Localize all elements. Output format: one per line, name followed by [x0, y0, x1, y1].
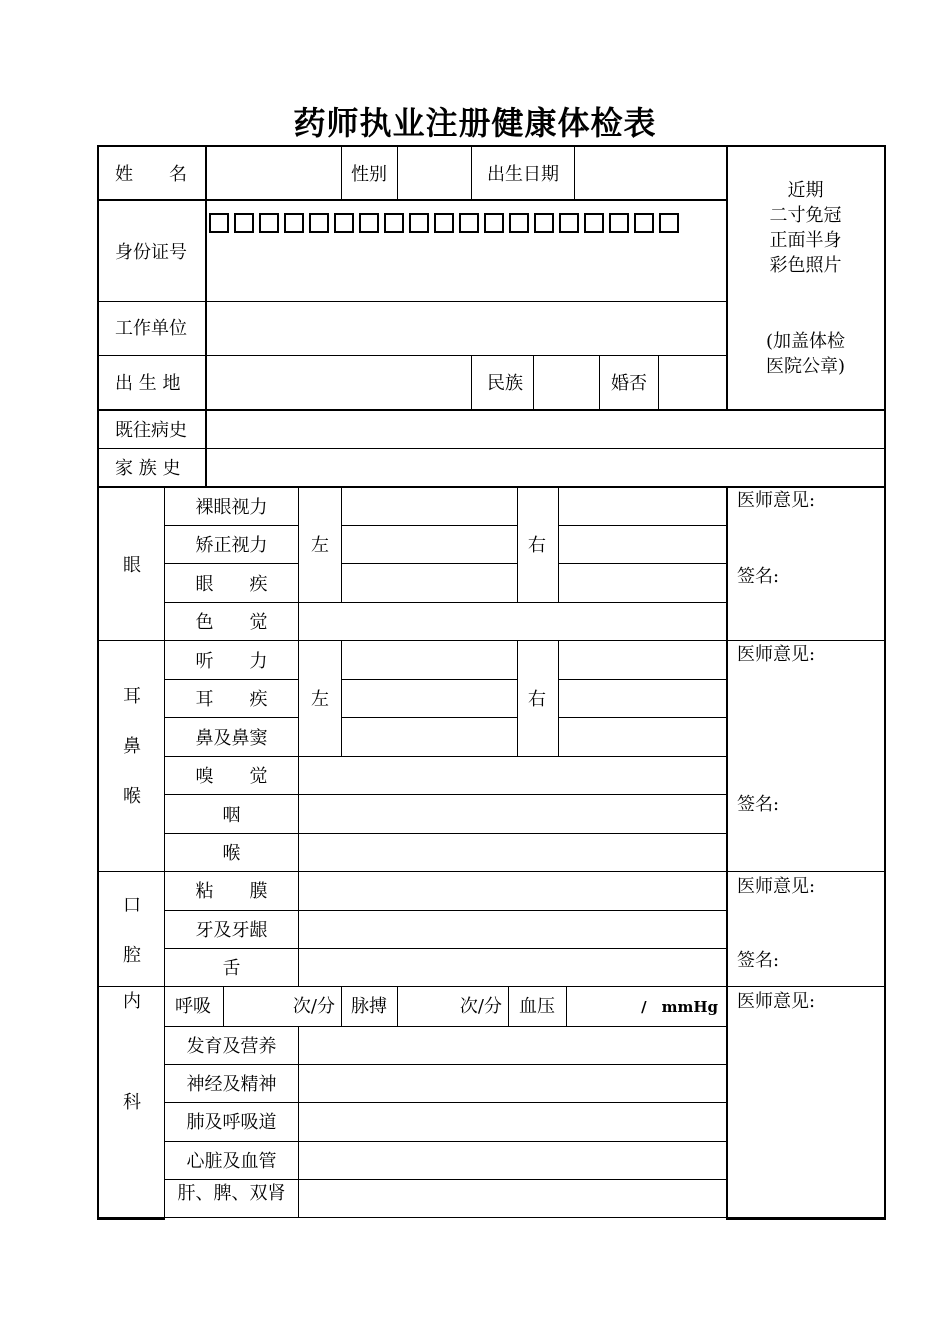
- id-digit-box[interactable]: [484, 213, 504, 233]
- name-field[interactable]: [208, 148, 340, 199]
- id-digit-box[interactable]: [459, 213, 479, 233]
- lung-respiratory-field[interactable]: [300, 1104, 725, 1140]
- tongue-field[interactable]: [300, 950, 725, 985]
- breath-label: 呼吸: [175, 996, 211, 1017]
- eye-disease-left-field[interactable]: [343, 565, 516, 601]
- hearing-left-field[interactable]: [343, 643, 516, 678]
- larynx-field[interactable]: [300, 835, 725, 870]
- marital-status-field[interactable]: [660, 357, 725, 408]
- medical-history-field[interactable]: [208, 412, 883, 447]
- id-digit-box[interactable]: [259, 213, 279, 233]
- eye-right-label: 右: [528, 535, 546, 556]
- work-unit-label: 工作单位: [115, 318, 187, 339]
- nerve-mental-field[interactable]: [300, 1066, 725, 1101]
- ear-disease-left-field[interactable]: [343, 681, 516, 716]
- ear-disease-right-field[interactable]: [560, 681, 725, 716]
- pharynx-label: 咽: [222, 805, 241, 826]
- development-nutrition-field[interactable]: [300, 1028, 725, 1063]
- id-digit-box[interactable]: [209, 213, 229, 233]
- ent-left-label: 左: [311, 689, 329, 710]
- family-history-label: 家 族 史: [115, 458, 181, 479]
- ethnicity-field[interactable]: [535, 357, 598, 408]
- id-digit-box[interactable]: [609, 213, 629, 233]
- corrected-vision-left-field[interactable]: [343, 527, 516, 562]
- oral-opinion-label: 医师意见:: [737, 876, 816, 897]
- id-digit-box[interactable]: [409, 213, 429, 233]
- ent-section-label-1: 耳: [123, 686, 141, 707]
- blood-pressure-field[interactable]: [568, 989, 648, 1025]
- photo-line-2: 二寸免冠: [769, 205, 842, 226]
- photo-line-1: 近期: [787, 180, 824, 201]
- color-vision-label: 色 觉: [195, 612, 268, 633]
- nose-sinus-right-field[interactable]: [560, 719, 725, 755]
- heart-vessel-field[interactable]: [300, 1143, 725, 1178]
- naked-vision-left-field[interactable]: [343, 489, 516, 524]
- larynx-label: 喉: [222, 843, 241, 864]
- ethnicity-label: 民族: [487, 373, 523, 394]
- oral-section-label-2: 腔: [123, 945, 141, 966]
- id-digit-box[interactable]: [434, 213, 454, 233]
- id-digit-box[interactable]: [534, 213, 554, 233]
- gender-field[interactable]: [399, 148, 470, 199]
- eye-disease-right-field[interactable]: [560, 565, 725, 601]
- eye-disease-label: 眼 疾: [195, 574, 268, 595]
- id-digit-box[interactable]: [309, 213, 329, 233]
- ent-opinion-label: 医师意见:: [737, 644, 816, 665]
- id-digit-box[interactable]: [334, 213, 354, 233]
- family-history-field[interactable]: [208, 450, 883, 485]
- id-digit-box[interactable]: [284, 213, 304, 233]
- breath-unit: 次/分: [292, 996, 335, 1017]
- teeth-gums-label: 牙及牙龈: [195, 920, 268, 941]
- nerve-mental-label: 神经及精神: [186, 1074, 277, 1095]
- form-title: 药师执业注册健康体检表: [293, 104, 657, 142]
- eye-signature-label: 签名:: [737, 566, 780, 587]
- id-digit-box[interactable]: [384, 213, 404, 233]
- internal-opinion-label: 医师意见:: [737, 991, 816, 1012]
- internal-section-label-1: 内: [123, 991, 141, 1012]
- lung-respiratory-label: 肺及呼吸道: [186, 1112, 277, 1133]
- ent-section-label-2: 鼻: [123, 736, 141, 757]
- development-nutrition-label: 发育及营养: [186, 1036, 277, 1057]
- work-unit-field[interactable]: [208, 303, 725, 354]
- id-digit-box[interactable]: [509, 213, 529, 233]
- marital-status-label: 婚否: [611, 373, 647, 394]
- heart-vessel-label: 心脏及血管: [186, 1151, 277, 1172]
- eye-opinion-field[interactable]: [729, 512, 883, 562]
- id-digit-box[interactable]: [634, 213, 654, 233]
- naked-vision-label: 裸眼视力: [195, 497, 268, 518]
- id-digit-box[interactable]: [234, 213, 254, 233]
- hearing-label: 听 力: [195, 651, 268, 672]
- teeth-gums-field[interactable]: [300, 912, 725, 947]
- smell-field[interactable]: [300, 758, 725, 793]
- tongue-label: 舌: [222, 958, 241, 979]
- ear-disease-label: 耳 疾: [195, 689, 268, 710]
- gender-label: 性别: [351, 164, 387, 185]
- photo-line-4: 彩色照片: [769, 255, 842, 276]
- liver-spleen-kidney-label: 肝、脾、双肾: [177, 1183, 286, 1204]
- blood-pressure-label: 血压: [519, 996, 555, 1017]
- id-number-label: 身份证号: [115, 242, 187, 263]
- breath-rate-field[interactable]: [225, 989, 285, 1025]
- pulse-unit: 次/分: [459, 996, 502, 1017]
- birthplace-label: 出 生 地: [115, 373, 181, 394]
- oral-opinion-field[interactable]: [729, 898, 883, 944]
- color-vision-field[interactable]: [300, 604, 725, 639]
- id-number-boxes[interactable]: [209, 213, 723, 241]
- stamp-note-line-2: 医院公章): [765, 356, 846, 377]
- mucosa-label: 粘 膜: [195, 881, 268, 902]
- naked-vision-right-field[interactable]: [560, 489, 725, 524]
- ent-right-label: 右: [528, 689, 546, 710]
- oral-signature-label: 签名:: [737, 950, 780, 971]
- smell-label: 嗅 觉: [195, 766, 268, 787]
- liver-spleen-kidney-field[interactable]: [300, 1181, 725, 1216]
- photo-line-3: 正面半身: [769, 230, 842, 251]
- id-digit-box[interactable]: [359, 213, 379, 233]
- medical-history-label: 既往病史: [115, 420, 187, 441]
- mucosa-field[interactable]: [300, 873, 725, 909]
- id-digit-box[interactable]: [584, 213, 604, 233]
- oral-section-label-1: 口: [123, 895, 141, 916]
- id-digit-box[interactable]: [659, 213, 679, 233]
- eye-section-label: 眼: [123, 555, 141, 576]
- internal-opinion-field[interactable]: [729, 1013, 883, 1213]
- pulse-label: 脉搏: [351, 996, 387, 1017]
- eye-opinion-label: 医师意见:: [737, 490, 816, 511]
- hearing-right-field[interactable]: [560, 643, 725, 678]
- birthdate-label: 出生日期: [487, 164, 559, 185]
- internal-section-label-2: 科: [123, 1092, 141, 1113]
- pharynx-field[interactable]: [300, 796, 725, 832]
- blood-pressure-unit: / mmHg: [641, 998, 718, 1016]
- eye-left-label: 左: [311, 535, 329, 556]
- stamp-note-line-1: (加盖体检: [765, 331, 846, 352]
- nose-sinus-left-field[interactable]: [343, 719, 516, 755]
- photo-placeholder[interactable]: [728, 178, 883, 379]
- name-label: 姓 名: [115, 164, 187, 185]
- id-digit-box[interactable]: [559, 213, 579, 233]
- ent-opinion-field[interactable]: [729, 668, 883, 788]
- pulse-rate-field[interactable]: [399, 989, 454, 1025]
- birthplace-field[interactable]: [208, 357, 470, 408]
- nose-sinus-label: 鼻及鼻窦: [195, 728, 268, 749]
- ent-section-label-3: 喉: [123, 786, 141, 807]
- corrected-vision-right-field[interactable]: [560, 527, 725, 562]
- ent-signature-label: 签名:: [737, 794, 780, 815]
- corrected-vision-label: 矫正视力: [195, 535, 268, 556]
- birthdate-field[interactable]: [576, 148, 725, 199]
